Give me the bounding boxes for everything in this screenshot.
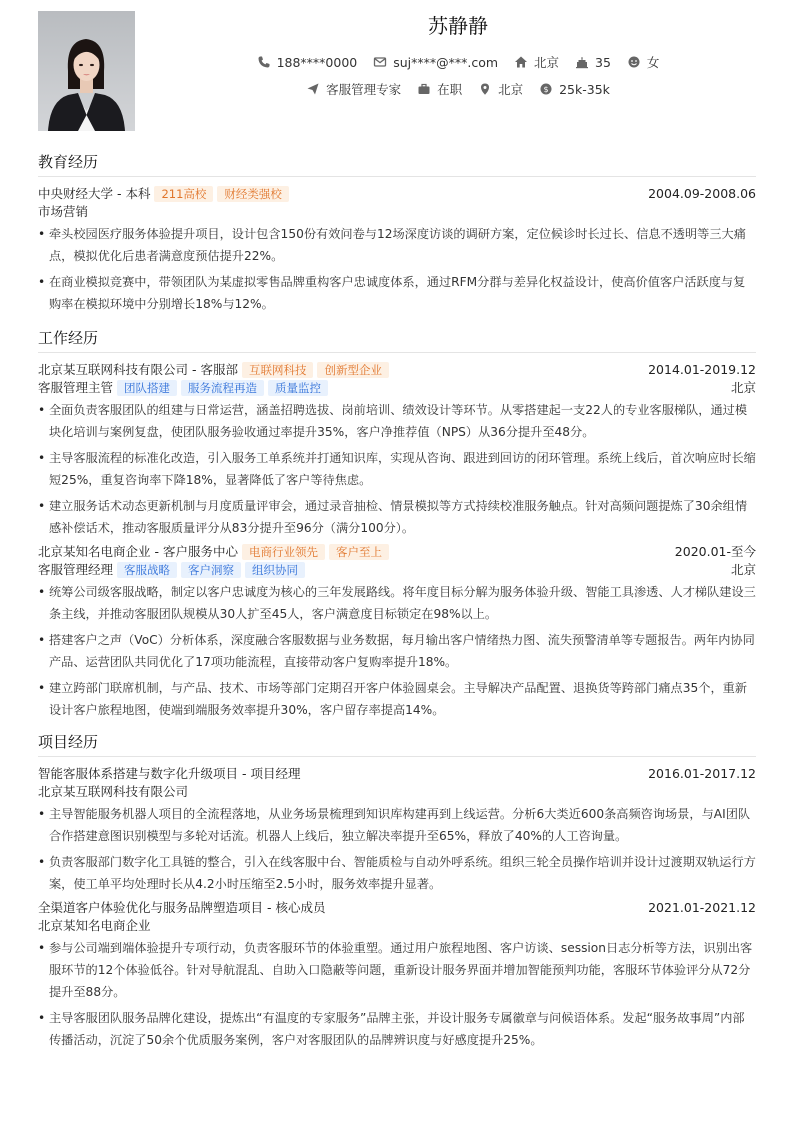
education-bullets (38, 223, 756, 315)
home-icon (514, 55, 528, 69)
bullet-item: • 主导客服流程的标准化改造，引入服务工单系统并打通知识库，实现从咨询、跟进到回访的闭环管理。系统上线后，首次响应时长缩短25%，重复咨询率下降18%，显著降低了客户等待焦虑。 (38, 447, 756, 491)
salary-item (539, 82, 610, 97)
project-entry (38, 899, 756, 1051)
bullet-item: • 牵头校园医疗服务体验提升项目，设计包含150份有效问卷与12场深度访谈的调研方案，定位候诊时长过长、信息不透明等三大痛点，模拟优化后患者满意度预估提升22%。 (38, 223, 756, 267)
section-title: 教育经历 (38, 151, 756, 177)
project-name: 全渠道客户体验优化与服务品牌塑造项目 - 核心成员 (38, 900, 326, 915)
position-tag: 团队搭建 (117, 380, 177, 396)
project-date: 2021.01-2021.12 (648, 900, 756, 915)
bullet-item: • 建立跨部门联席机制，与产品、技术、市场等部门定期召开客户体验圆桌会。主导解决产品配置、退换货等跨部门痛点35个，重新设计客户旅程地图，使端到端服务效率提升30%，客户留存率提高14%。 (38, 677, 756, 721)
phone-icon (257, 55, 271, 69)
email-item (373, 55, 498, 70)
bullet-item: • 参与公司端到端体验提升专项行动，负责客服环节的体验重塑。通过用户旅程地图、客户访谈、session日志分析等方法，识别出客服环节的12个体验低谷。针对导航混乱、自助入口隐蔽等问题，重新设计服务界面并增加智能预判功能，客服环节体验评分从72分提升至88分。 (38, 937, 756, 1003)
status-text: 在职 (437, 82, 463, 97)
section-title: 项目经历 (38, 731, 756, 757)
city-item (514, 53, 559, 71)
job-info-row (0, 80, 794, 99)
section-title: 工作经历 (38, 327, 756, 353)
job-position: 客服管理主管 (38, 380, 114, 395)
school-name: 中央财经大学 - 本科 (38, 186, 151, 201)
work-entry (38, 361, 756, 539)
status-item (417, 80, 462, 98)
age-text: 35 (595, 54, 611, 70)
contact-info-row (0, 53, 794, 72)
position-tag: 质量监控 (268, 380, 328, 396)
send-icon (306, 82, 320, 96)
mail-icon (373, 55, 387, 69)
position-tag: 客户洞察 (181, 562, 241, 578)
gender-item (627, 53, 660, 71)
project-entry (38, 765, 756, 895)
target-position-text: 客服管理专家 (326, 82, 402, 97)
bullet-item: • 主导智能服务机器人项目的全流程落地，从业务场景梳理到知识库构建再到上线运营。分析6大类近600条高频咨询场景，与AI团队合作搭建意图识别模型与多轮对话流。机器人上线后，独立解决率提升至65%，释放了40%的人工咨询量。 (38, 803, 756, 847)
company-tag: 创新型企业 (317, 362, 389, 378)
bullet-item: • 在商业模拟竞赛中，带领团队为某虚拟零售品牌重构客户忠诚度体系，通过RFM分群与差异化权益设计，使高价值客户活跃度与复购率在模拟环境中分别增长18%与12%。 (38, 271, 756, 315)
bullet-item: • 主导客服团队服务品牌化建设，提炼出“有温度的专家服务”品牌主张，并设计服务专属徽章与问候语体系。发起“服务故事周”内部传播活动，沉淀了50余个优质服务案例，客户对客服团队的品牌辨识度与好感度提升25%。 (38, 1007, 756, 1051)
project-date: 2016.01-2017.12 (648, 766, 756, 781)
email-text: suj****@***.com (393, 54, 499, 70)
gender-text: 女 (646, 55, 660, 70)
work-date: 2020.01-至今 (674, 544, 756, 559)
work-date: 2014.01-2019.12 (648, 362, 756, 377)
phone-item (257, 55, 358, 70)
position-tag: 组织协同 (245, 562, 305, 578)
work-city: 北京 (730, 562, 756, 577)
education-section (38, 151, 756, 319)
work-city: 北京 (730, 380, 756, 395)
work-section (38, 327, 756, 725)
svg-text:$: $ (543, 85, 549, 94)
bullet-item: • 建立服务话术动态更新机制与月度质量评审会，通过录音抽检、情景模拟等方式持续校准服务触点。针对高频问题提炼了30余组情感补偿话术，推动客服质量评分从83分提升至96分（满分100分）。 (38, 495, 756, 539)
company-name: 北京某知名电商企业 - 客户服务中心 (38, 544, 238, 559)
target-position-item (306, 80, 401, 98)
cake-icon (575, 55, 589, 69)
bullet-item: • 全面负责客服团队的组建与日常运营，涵盖招聘选拔、岗前培训、绩效设计等环节。从零搭建起一支22人的专业客服梯队，通过模块化培训与案例复盘，使团队服务验收通过率提升35%，客户净推荐值（NPS）从36分提升至48分。 (38, 399, 756, 443)
company-tag: 电商行业领先 (242, 544, 325, 560)
position-tag: 服务流程再造 (181, 380, 264, 396)
salary-text: 25k-35k (559, 81, 610, 97)
education-entry (38, 185, 756, 315)
expected-city-item (478, 80, 523, 98)
project-name: 智能客服体系搭建与数字化升级项目 - 项目经理 (38, 766, 301, 781)
work-entry (38, 543, 756, 721)
project-org: 北京某互联网科技有限公司 (38, 784, 189, 799)
company-name: 北京某互联网科技有限公司 - 客服部 (38, 362, 238, 377)
major: 市场营销 (38, 204, 89, 219)
bullet-item: • 负责客服部门数字化工具链的整合，引入在线客服中台、智能质检与自动外呼系统。组织三轮全员操作培训并设计过渡期双轨运行方案，使工单平均处理时长从4.2小时压缩至2.5小时，服务效率提升显著。 (38, 851, 756, 895)
work-bullets (38, 581, 756, 721)
age-item (575, 55, 611, 70)
location-icon (478, 82, 492, 96)
job-position: 客服管理经理 (38, 562, 114, 577)
candidate-name: 苏静静 (428, 14, 488, 38)
project-bullets (38, 937, 756, 1051)
projects-section (38, 731, 756, 1055)
work-bullets (38, 399, 756, 539)
phone-text: 188****0000 (276, 54, 358, 70)
expected-city-text: 北京 (498, 82, 524, 97)
school-tag: 财经类强校 (217, 186, 289, 202)
project-org: 北京某知名电商企业 (38, 918, 151, 933)
school-tag: 211高校 (154, 186, 213, 202)
project-bullets (38, 803, 756, 895)
company-tag: 互联网科技 (242, 362, 314, 378)
bullet-item: • 统筹公司级客服战略，制定以客户忠诚度为核心的三年发展路线。将年度目标分解为服务体验升级、智能工具渗透、人才梯队建设三条主线，并推动客服团队规模从30人扩至45人，客户满意度目标锁定在98%以上。 (38, 581, 756, 625)
salary-icon (539, 82, 553, 96)
company-tag: 客户至上 (329, 544, 389, 560)
gender-icon (627, 55, 641, 69)
position-tag: 客服战略 (117, 562, 177, 578)
city-text: 北京 (534, 55, 560, 70)
education-date: 2004.09-2008.06 (648, 186, 756, 201)
briefcase-icon (417, 82, 431, 96)
bullet-item: • 搭建客户之声（VoC）分析体系，深度融合客服数据与业务数据，每月输出客户情绪热力图、流失预警清单等专题报告。两年内协同产品、运营团队共同优化了17项功能流程，直接带动客户复购率提升18%。 (38, 629, 756, 673)
